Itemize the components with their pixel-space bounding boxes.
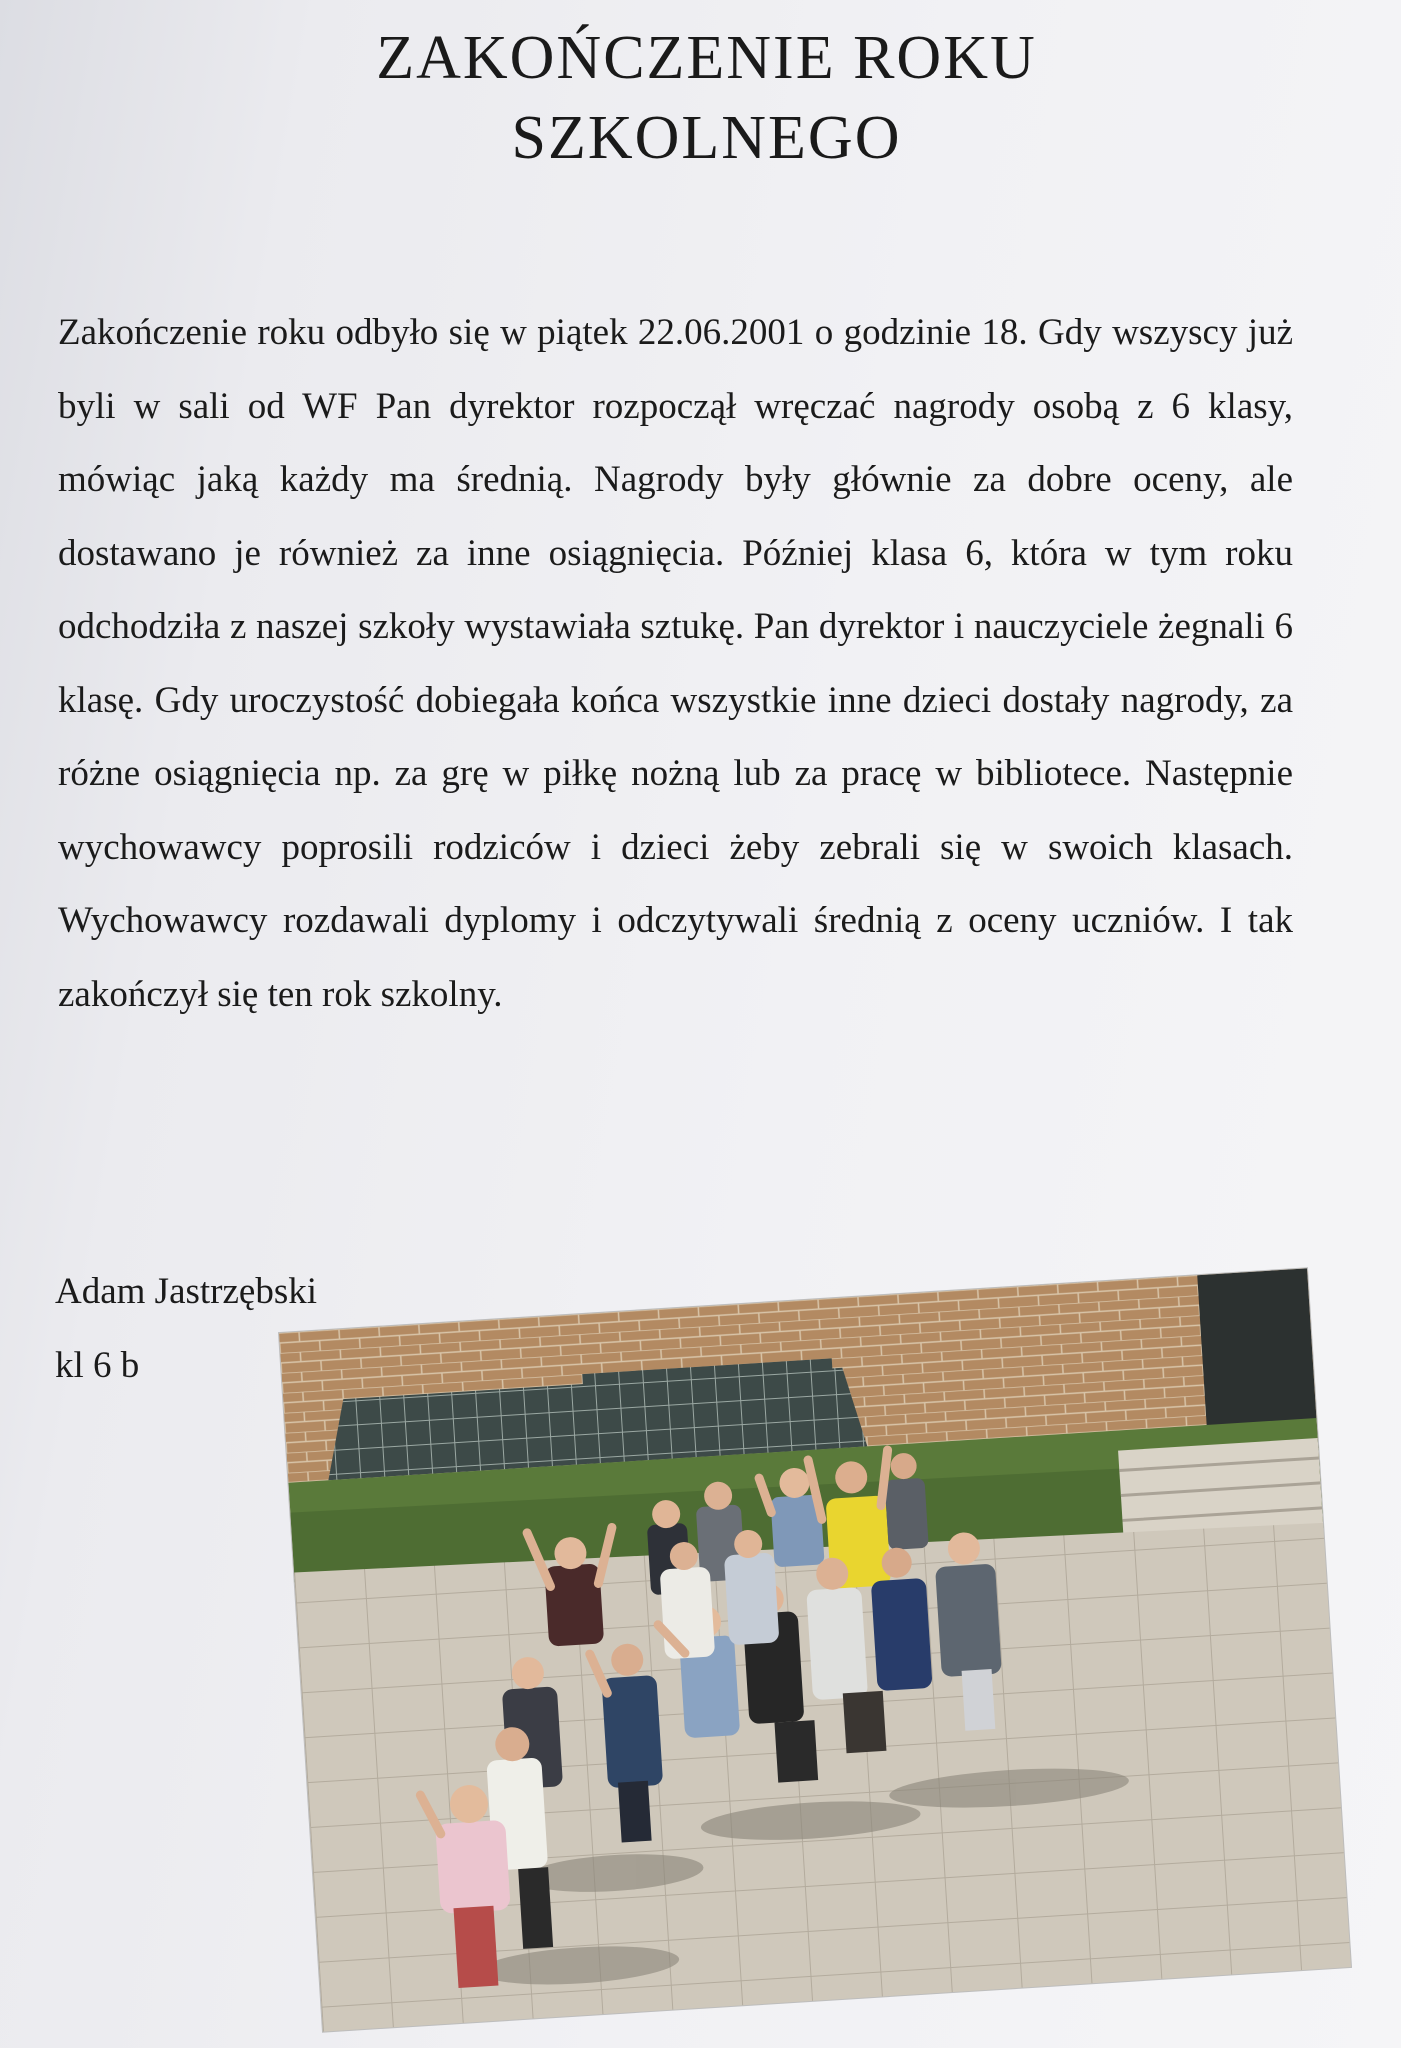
body-paragraph: Zakończenie roku odbyło się w piątek 22.06.2001 o godzinie 18. Gdy wszyscy już byli w sali od WF Pan dyrektor rozpoczął wręczać nagrody osobą z 6 klasy, mówiąc jaką każdy ma średnią. Nagrody były głównie za dobre oceny, ale dostawano je również za inne osiągnięcia. Później klasa 6, która w tym roku odchodziła z naszej szkoły wystawiała sztukę. Pan dyrektor i nauczyciele żegnali 6 klasę. Gdy uroczystość dobiegała końca wszystkie inne dzieci dostały nagrody, za różne osiągnięcia np. za grę w piłkę nożną lub za pracę w bibliotece. Następnie wychowawcy poprosili rodziców i dzieci żeby zebrali się w swoich klasach. Wychowawcy rozdawali dyplomy i odczytywali średnią z oceny uczniów. I tak zakończył się ten rok szkolny.	[58, 312, 1293, 1015]
class-label: kl 6 b	[55, 1345, 140, 1386]
group-photo-illustration	[279, 1268, 1351, 2031]
title-line-1: ZAKOŃCZENIE ROKU	[376, 24, 1037, 92]
title-line-2: SZKOLNEGO	[511, 104, 902, 172]
page-title	[0, 18, 1401, 178]
signature-block	[55, 1255, 317, 1403]
author-name: Adam Jastrzębski	[55, 1271, 318, 1312]
group-photo	[279, 1268, 1351, 2031]
